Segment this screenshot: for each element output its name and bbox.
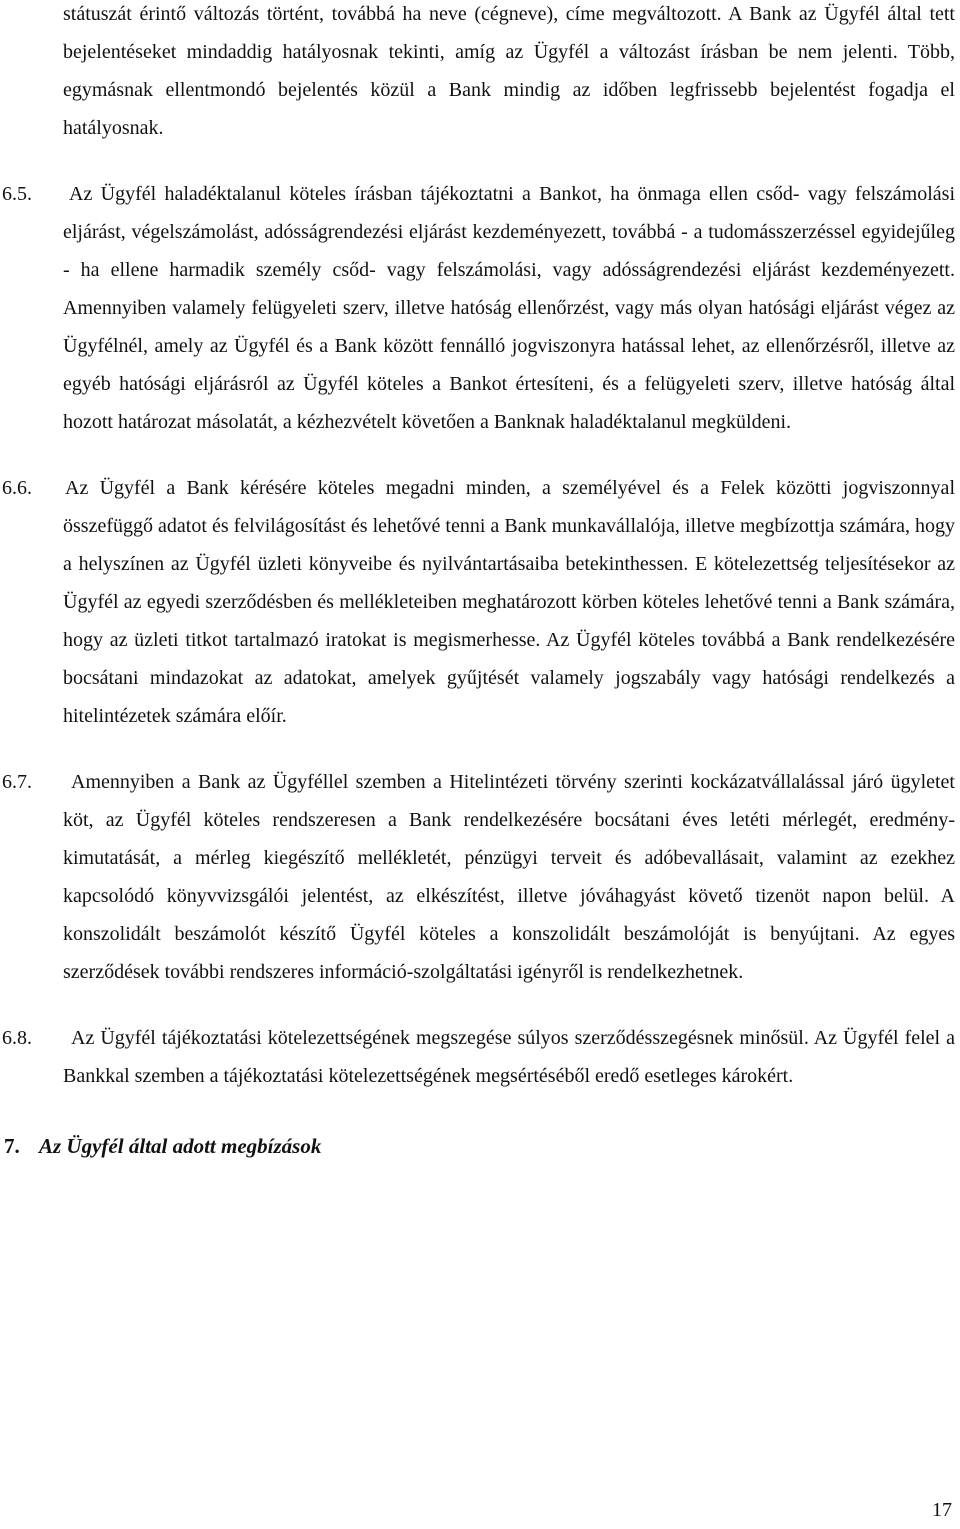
section-text: Az Ügyfél tájékoztatási kötelezettségének megszegése súlyos szerződésszegésnek minősül. Az Ügyfél felel a Bankkal szemben a tájékoztatási kötelezettségének megsértéséből eredő esetleges károkért. [63, 1027, 955, 1087]
spacer [63, 735, 955, 763]
spacer [63, 441, 955, 469]
page-number: 17 [932, 1499, 952, 1521]
section-heading-7 [4, 1127, 955, 1165]
spacer [63, 1095, 955, 1123]
document-page [2, 0, 955, 1165]
spacer [63, 147, 955, 175]
section-number: 6.8. [2, 1027, 32, 1049]
section-text: Az Ügyfél haladéktalanul köteles írásban tájékoztatni a Bankot, ha önmaga ellen csőd- vagy felszámolási eljárást, végelszámolást, adósságrendezési eljárást kezdeményezett, továbbá - a tudomásszerzéssel egyidejűleg - ha ellene harmadik személy csőd- vagy felszámolási, vagy adósságrendezési eljárást kezdeményezett. Amennyiben valamely felügyeleti szerv, illetve hatóság ellenőrzést, vagy más olyan hatósági eljárást végez az Ügyfélnél, amely az Ügyfél és a Bank között fennálló jogviszonyra hatással lehet, az ellenőrzésről, illetve az egyéb hatósági eljárásról az Ügyfél köteles a Bankot értesíteni, és a felügyeleti szerv, illetve hatóság által hozott határozat másolatát, a kézhezvételt követően a Banknak haladéktalanul megküldeni. [63, 183, 955, 433]
heading-number: 7. [4, 1134, 20, 1158]
section-number: 6.5. [2, 183, 32, 205]
section-6-5 [2, 175, 955, 441]
section-text: Amennyiben a Bank az Ügyféllel szemben a Hitelintézeti törvény szerinti kockázatvállalással járó ügyletet köt, az Ügyfél köteles rendszeresen a Bank rendelkezésére bocsátani éves letéti mérlegét, eredmény-kimutatását, a mérleg kiegészítő mellékletét, pénzügyi terveit és adóbevallásait, valamint az ezekhez kapcsolódó könyvvizsgálói jelentést, az elkészítést, illetve jóváhagyást követő tizenöt napon belül. A konszolidált beszámolót készítő Ügyfél köteles a konszolidált beszámolóját is benyújtani. Az egyes szerződések további rendszeres információ-szolgáltatási igényről is rendelkezhetnek. [63, 771, 955, 983]
section-text: Az Ügyfél a Bank kérésére köteles megadni minden, a személyével és a Felek közötti jogviszonnyal összefüggő adatot és felvilágosítást és lehetővé tenni a Bank munkavállalója, illetve megbízottja számára, hogy a helyszínen az Ügyfél üzleti könyveibe és nyilvántartásaiba betekinthessen. E kötelezettség teljesítésekor az Ügyfél az egyedi szerződésben és mellékleteiben meghatározott körben köteles lehetővé tenni a Bank számára, hogy az üzleti titkot tartalmazó iratokat is megismerhesse. Az Ügyfél köteles továbbá a Bank rendelkezésére bocsátani mindazokat az adatokat, amelyek gyűjtését valamely jogszabály vagy hatósági rendelkezés a hitelintézetek számára előír. [63, 477, 955, 727]
intro-paragraph: státuszát érintő változás történt, továbbá ha neve (cégneve), címe megváltozott. A Bank az Ügyfél által tett bejelentéseket mindaddig hatályosnak tekinti, amíg az Ügyfél a változást írásban be nem jelenti. Több, egymásnak ellentmondó bejelentés közül a Bank mindig az időben legfrissebb bejelentést fogadja el hatályosnak. [63, 3, 955, 139]
spacer [63, 991, 955, 1019]
section-6-8 [2, 1019, 955, 1095]
section-6-7 [2, 763, 955, 991]
section-number: 6.7. [2, 771, 32, 793]
heading-title: Az Ügyfél által adott megbízások [39, 1134, 322, 1158]
section-number: 6.6. [2, 477, 32, 499]
section-6-6 [2, 469, 955, 735]
